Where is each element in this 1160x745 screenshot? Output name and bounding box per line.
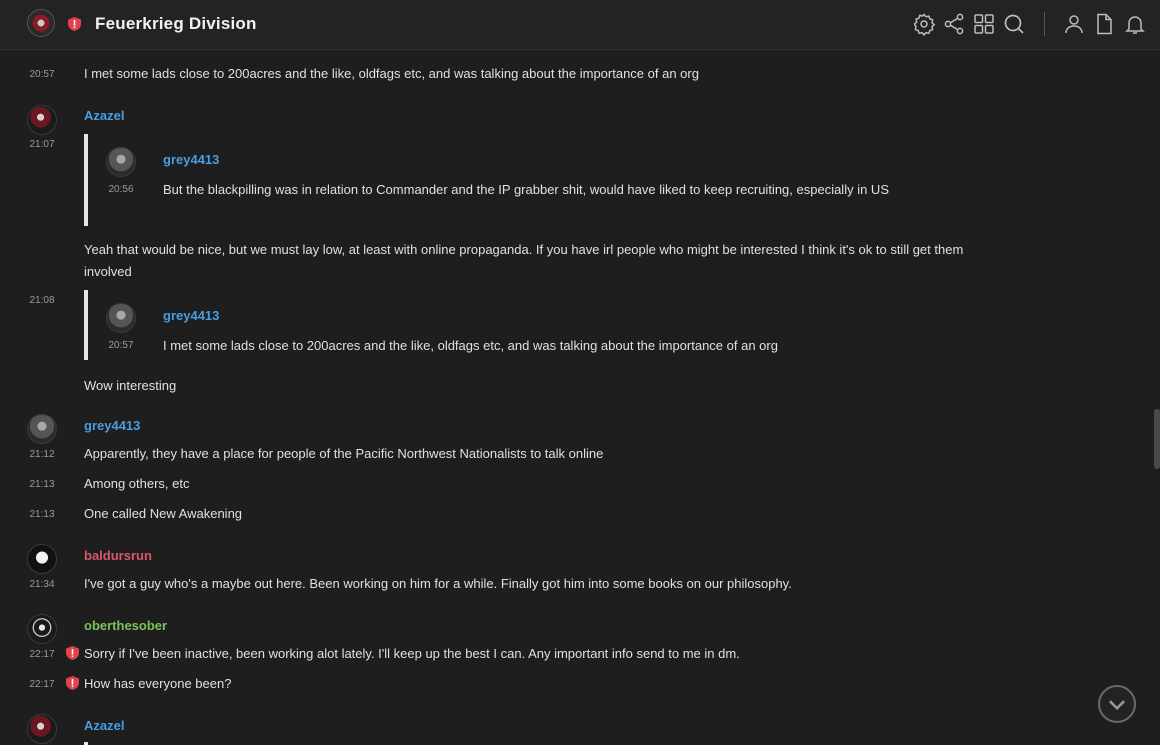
message-timestamp: 20:57 [29, 69, 55, 80]
shield-warning-icon [68, 17, 81, 31]
header-divider [1044, 12, 1045, 36]
message-timestamp: 21:08 [29, 295, 55, 306]
scroll-to-bottom-button[interactable] [1098, 685, 1136, 723]
quoted-timestamp: 20:57 [108, 340, 134, 351]
settings-icon[interactable] [912, 12, 936, 36]
server-title: Feuerkrieg Division [95, 14, 257, 33]
avatar-azazel[interactable] [27, 714, 57, 744]
message-timestamp: 22:17 [29, 679, 55, 690]
server-avatar[interactable] [27, 9, 55, 37]
message-timestamp: 21:13 [29, 509, 55, 520]
quoted-message[interactable] [84, 134, 88, 226]
message-text: Yeah that would be nice, but we must lay low, at least with online propaganda. If you have irl people who might be interested I think it's ok to still get them involved [84, 242, 964, 279]
quoted-author: grey4413 [163, 152, 220, 167]
scrollbar-thumb[interactable] [1154, 409, 1160, 469]
user-icon[interactable] [1062, 12, 1086, 36]
message-text: I've got a guy who's a maybe out here. Been working on him for a while. Finally got him into some books on our philosophy. [84, 576, 792, 591]
message-timestamp: 21:34 [29, 579, 55, 590]
message-author[interactable]: baldursrun [84, 548, 152, 563]
message-text: Wow interesting [84, 378, 177, 393]
avatar-grey4413 [106, 147, 136, 177]
search-icon[interactable] [1002, 12, 1026, 36]
bell-icon[interactable] [1123, 12, 1147, 36]
avatar-grey4413 [106, 303, 136, 333]
quoted-author: grey4413 [163, 308, 220, 323]
message-timestamp: 21:12 [29, 449, 55, 460]
message-timestamp: 21:13 [29, 479, 55, 490]
quoted-text: But the blackpilling was in relation to Commander and the IP grabber shit, would have liked to keep recruiting, especially in US [163, 182, 889, 197]
chevron-down-icon [1100, 687, 1134, 721]
grid-icon[interactable] [972, 12, 996, 36]
quoted-message[interactable] [84, 290, 88, 360]
message-text: How has everyone been? [84, 676, 232, 691]
message-author[interactable]: grey4413 [84, 418, 141, 433]
message-text: Apparently, they have a place for people of the Pacific Northwest Nationalists to talk online [84, 446, 604, 461]
message-text: I met some lads close to 200acres and the like, oldfags etc, and was talking about the importance of an org [84, 66, 699, 81]
avatar-baldursrun[interactable] [27, 544, 57, 574]
message-list[interactable] [0, 50, 1160, 745]
message-author[interactable]: Azazel [84, 108, 125, 123]
message-author[interactable]: Azazel [84, 718, 125, 733]
message-text: One called New Awakening [84, 506, 243, 521]
avatar-grey4413[interactable] [27, 414, 57, 444]
quoted-text: I met some lads close to 200acres and the like, oldfags etc, and was talking about the importance of an org [163, 338, 778, 353]
shield-warning-icon [66, 676, 79, 690]
message-author[interactable]: oberthesober [84, 618, 168, 633]
share-icon[interactable] [942, 12, 966, 36]
message-timestamp: 21:07 [29, 139, 55, 150]
message-text: Sorry if I've been inactive, been working alot lately. I'll keep up the best I can. Any important info send to me in dm. [84, 646, 740, 661]
message-timestamp: 22:17 [29, 649, 55, 660]
avatar-oberthesober[interactable] [27, 614, 57, 644]
message-text: Among others, etc [84, 476, 190, 491]
chat-header [0, 0, 1160, 50]
quoted-timestamp: 20:56 [108, 184, 134, 195]
avatar-azazel[interactable] [27, 105, 57, 135]
document-icon[interactable] [1092, 12, 1116, 36]
shield-warning-icon [66, 646, 79, 660]
